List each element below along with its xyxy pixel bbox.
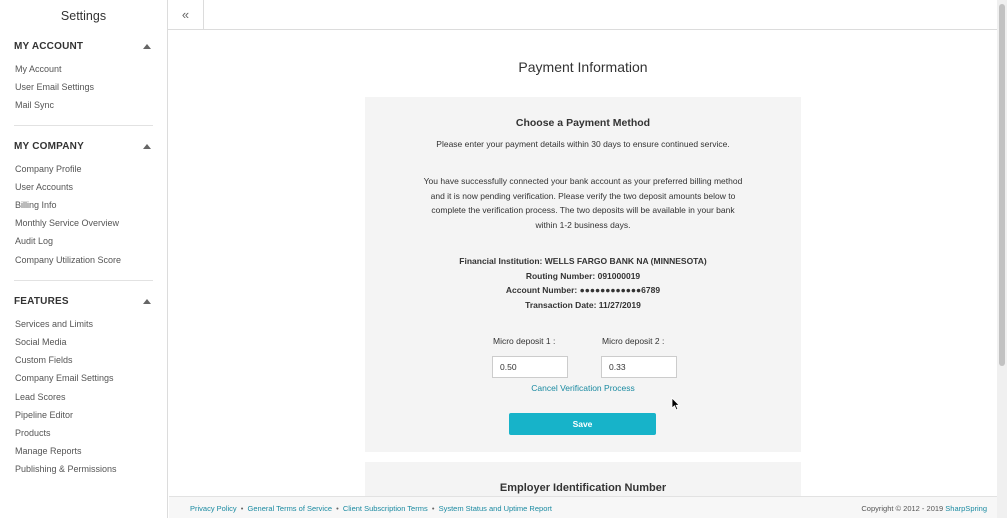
micro-deposit-2-label: Micro deposit 2 : [602, 336, 665, 346]
sidebar-item-publishing-permissions[interactable]: Publishing & Permissions [15, 464, 117, 475]
micro-deposit-1-input[interactable] [492, 356, 568, 378]
caret-up-icon[interactable] [143, 44, 151, 49]
footer [169, 496, 997, 518]
section-my-company [0, 141, 167, 269]
main-content [169, 30, 997, 496]
section-heading-my-company[interactable] [14, 141, 153, 152]
sidebar-item-lead-scores[interactable]: Lead Scores [15, 391, 66, 402]
sidebar-item-manage-reports[interactable]: Manage Reports [15, 446, 82, 457]
verification-line: You have successfully connected your bank account as your preferred billing method [423, 176, 743, 186]
sidebar-item-monthly-service-overview[interactable]: Monthly Service Overview [15, 218, 120, 229]
sidebar-item-company-profile[interactable]: Company Profile [15, 163, 82, 174]
caret-up-icon[interactable] [143, 144, 151, 149]
ein-card [365, 462, 801, 496]
verification-line: within 1-2 business days. [535, 220, 631, 231]
verification-line: and it is now pending verification. Please verify the two deposit amounts below to [430, 190, 736, 201]
sidebar-item-user-accounts[interactable]: User Accounts [15, 181, 74, 192]
sidebar-item-social-media[interactable]: Social Media [15, 337, 67, 348]
financial-institution: Financial Institution: WELLS FARGO BANK NA (MINNESOTA) [459, 256, 707, 266]
caret-up-icon[interactable] [143, 299, 151, 304]
mouse-cursor-icon [671, 397, 681, 411]
ein-card-title: Employer Identification Number [499, 482, 667, 494]
verification-line: complete the verification process. The two deposits will be available in your bank [431, 205, 735, 216]
sidebar-item-audit-log[interactable]: Audit Log [15, 236, 54, 247]
sidebar-divider [14, 125, 153, 126]
section-heading-label: FEATURES [14, 295, 69, 307]
card-subtitle: Please enter your payment details within 30 days to ensure continued service. [436, 139, 730, 149]
top-bar [168, 0, 997, 30]
general-terms-link[interactable]: General Terms of Service [247, 504, 332, 513]
copyright [861, 504, 987, 513]
section-heading-my-account[interactable] [14, 41, 153, 52]
sidebar-item-products[interactable]: Products [15, 428, 51, 439]
sidebar [0, 0, 168, 518]
section-heading-label: MY ACCOUNT [14, 41, 84, 52]
sidebar-item-custom-fields[interactable]: Custom Fields [15, 355, 73, 366]
privacy-policy-link[interactable]: Privacy Policy [190, 504, 237, 513]
sidebar-item-my-account[interactable]: My Account [15, 64, 62, 74]
section-heading-label: MY COMPANY [14, 140, 84, 152]
verification-message [395, 174, 771, 233]
save-button[interactable]: Save [509, 413, 656, 435]
system-status-link[interactable]: System Status and Uptime Report [438, 504, 552, 513]
client-subscription-terms-link[interactable]: Client Subscription Terms [342, 504, 428, 513]
sidebar-item-services-and-limits[interactable]: Services and Limits [15, 318, 94, 329]
transaction-date: Transaction Date: 11/27/2019 [525, 300, 641, 311]
payment-method-card [365, 97, 801, 452]
bank-details [365, 254, 801, 313]
account-number: Account Number: ●●●●●●●●●●●●6789 [505, 285, 661, 296]
sidebar-item-pipeline-editor[interactable]: Pipeline Editor [15, 409, 74, 420]
sidebar-item-mail-sync[interactable]: Mail Sync [15, 100, 55, 111]
section-features [0, 296, 167, 479]
sidebar-title: Settings [60, 9, 107, 23]
footer-separator: • [240, 504, 244, 513]
micro-deposit-1-label: Micro deposit 1 : [493, 336, 556, 346]
scrollbar[interactable] [997, 0, 1007, 518]
cancel-verification-link[interactable]: Cancel Verification Process [531, 383, 635, 393]
footer-separator: • [431, 504, 435, 513]
double-chevron-left-icon[interactable]: « [168, 0, 204, 29]
footer-separator: • [336, 504, 339, 513]
sidebar-item-company-utilization-score[interactable]: Company Utilization Score [15, 254, 122, 265]
sidebar-item-company-email-settings[interactable]: Company Email Settings [15, 373, 114, 384]
copyright-text: Copyright © 2012 - 2019 [861, 504, 944, 513]
page-title: Payment Information [518, 59, 648, 75]
routing-number: Routing Number: 091000019 [525, 270, 641, 281]
card-title: Choose a Payment Method [515, 117, 651, 129]
footer-links [190, 504, 552, 513]
sidebar-divider [14, 280, 153, 281]
section-my-account [0, 41, 167, 115]
micro-deposit-2-input[interactable] [601, 356, 677, 378]
section-heading-features[interactable] [14, 296, 153, 307]
brand-link[interactable]: SharpSpring [945, 504, 987, 513]
sidebar-item-billing-info[interactable]: Billing Info [15, 200, 57, 211]
scrollbar-thumb[interactable] [999, 4, 1005, 366]
sidebar-item-user-email-settings[interactable]: User Email Settings [15, 82, 95, 93]
